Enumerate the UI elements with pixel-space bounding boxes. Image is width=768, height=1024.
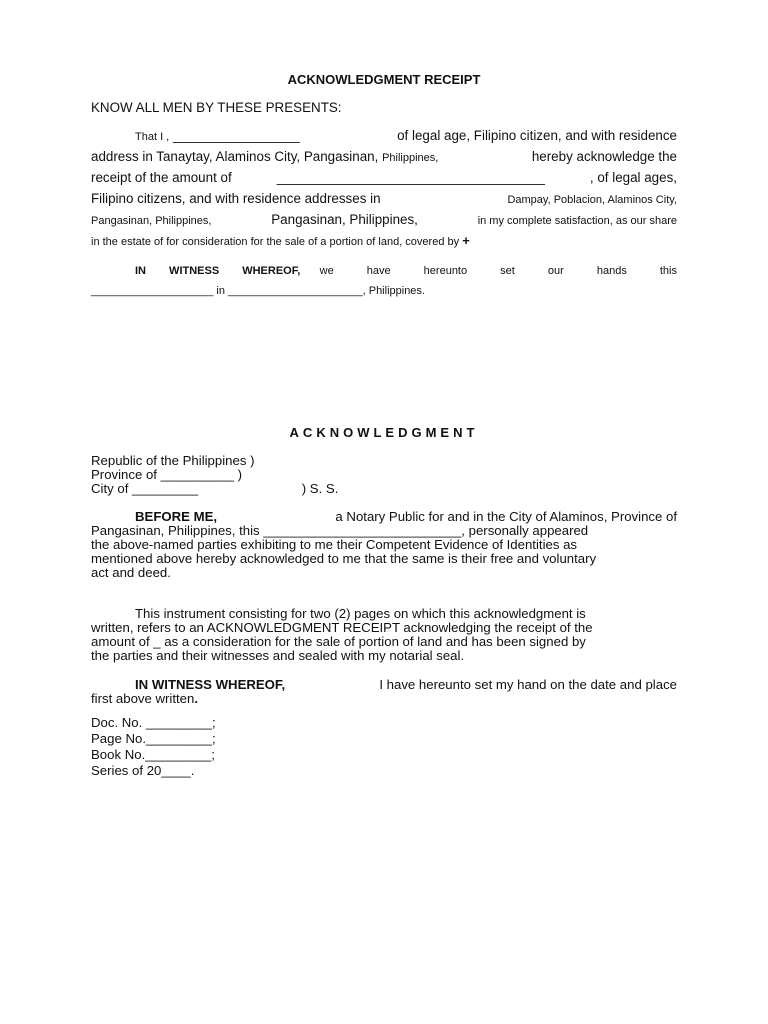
receipt-paragraph-line-2 [91, 149, 677, 164]
before-me-line-3: the above-named parties exhibiting to me their Competent Evidence of Identities as [91, 537, 578, 552]
text-segment: a Notary Public for and in the City of Alaminos, Province of [335, 509, 677, 524]
venue-province: Province of __________ ) [91, 467, 243, 482]
instrument-line-1: This instrument consisting for two (2) pages on which this acknowledgment is [135, 606, 586, 621]
receipt-paragraph-line-6 [91, 233, 470, 248]
receipt-opening: KNOW ALL MEN BY THESE PRESENTS: [91, 100, 342, 115]
text-segment: Pangasinan, Philippines, [271, 212, 418, 227]
witness-heading: IN WITNESS WHEREOF, [135, 265, 301, 277]
page-no: Page No._________; [91, 731, 216, 746]
venue-city [91, 481, 677, 496]
receipt-paragraph-line-5 [91, 212, 677, 227]
text-segment: in the estate of for consideration for the sale of a portion of land, covered by [91, 236, 460, 248]
text-segment: we have hereunto set our hands this [319, 265, 677, 277]
text-segment-small: Pangasinan, Philippines, [91, 215, 212, 227]
text-segment: receipt of the amount of [91, 170, 232, 185]
text-segment: . [194, 691, 199, 706]
text-segment-small: Philippines, [382, 152, 439, 164]
before-me-heading: BEFORE ME, [135, 509, 218, 524]
plus-mark: + [462, 233, 470, 248]
ack-witness-line-1 [91, 677, 677, 692]
receipt-paragraph-line-1 [91, 128, 677, 143]
text-segment-small: in my complete satisfaction, as our share [477, 215, 677, 227]
text-segment: City of _________ [91, 481, 199, 496]
instrument-line-3: amount of _ as a consideration for the sale of portion of land and has been signed by [91, 634, 586, 649]
instrument-line-4: the parties and their witnesses and sealed with my notarial seal. [91, 648, 465, 663]
amount-blank: ____________________________________ [276, 170, 545, 185]
text-segment: address in Tanaytay, Alaminos City, Pangasinan, [91, 149, 379, 164]
receipt-paragraph-line-3 [91, 170, 677, 185]
ack-title: ACKNOWLEDGMENT [289, 425, 479, 440]
receipt-paragraph-line-4 [91, 191, 677, 206]
before-me-line-5: act and deed. [91, 565, 171, 580]
before-me-line-1 [91, 509, 677, 524]
text-segment: I have hereunto set my hand on the date and place [379, 677, 677, 692]
series: Series of 20____. [91, 763, 195, 778]
name-blank: _________________ [172, 128, 300, 143]
text-segment: hereby acknowledge the [531, 149, 677, 164]
receipt-witness-line-2: ____________________ in ______________________, Philippines. [91, 285, 425, 297]
text-segment: , of legal ages, [589, 170, 677, 185]
receipt-witness-line-1 [91, 265, 677, 277]
instrument-line-2: written, refers to an ACKNOWLEDGMENT RECEIPT acknowledging the receipt of the [91, 620, 593, 635]
receipt-title: ACKNOWLEDGMENT RECEIPT [287, 72, 481, 87]
before-me-line-4: mentioned above hereby acknowledged to me that the same is their free and voluntary [91, 551, 597, 566]
text-segment-small: Dampay, Poblacion, Alaminos City, [507, 194, 677, 206]
text-segment: first above written [91, 691, 195, 706]
ack-witness-line-2 [91, 691, 677, 706]
doc-no: Doc. No. _________; [91, 715, 216, 730]
before-me-line-2: Pangasinan, Philippines, this ___________________________, personally appeared [91, 523, 589, 538]
text-segment: That I , [135, 131, 170, 143]
book-no: Book No._________; [91, 747, 215, 762]
witness-heading: IN WITNESS WHEREOF, [135, 677, 286, 692]
text-segment: of legal age, Filipino citizen, and with residence [397, 128, 677, 143]
venue-republic: Republic of the Philippines ) [91, 453, 255, 468]
text-segment: ) S. S. [301, 481, 339, 496]
text-segment: Filipino citizens, and with residence addresses in [91, 191, 381, 206]
